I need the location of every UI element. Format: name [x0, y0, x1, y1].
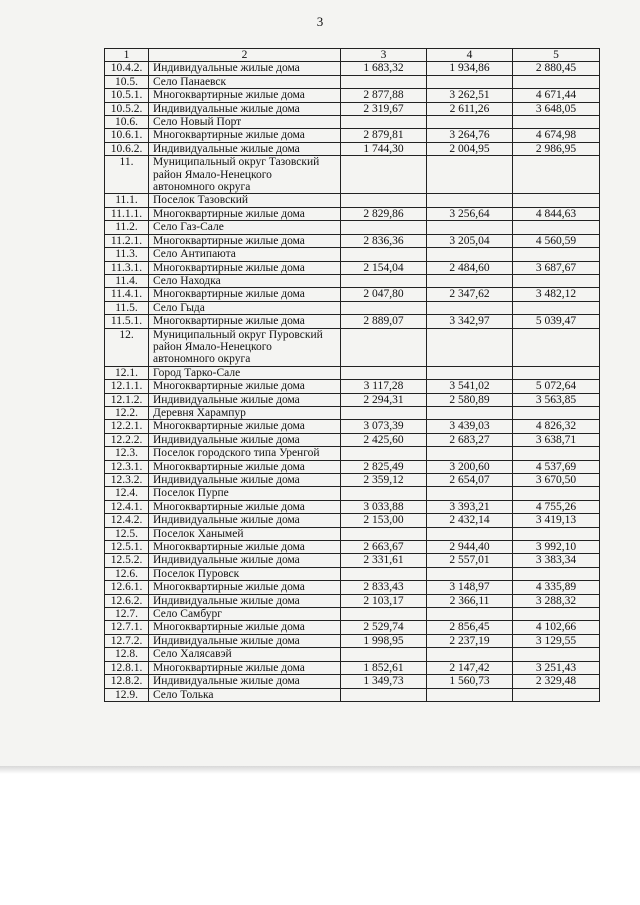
value-col3-cell: 2 836,36 [341, 234, 427, 247]
row-name-cell: Индивидуальные жилые дома [149, 142, 341, 155]
value-col3-cell: 2 833,43 [341, 581, 427, 594]
table-row [105, 554, 600, 567]
value-col5-cell [513, 328, 600, 366]
table-row [105, 274, 600, 287]
value-col4-cell: 3 256,64 [427, 207, 513, 220]
value-col4-cell: 2 237,19 [427, 634, 513, 647]
value-col3-cell: 2 877,88 [341, 89, 427, 102]
value-col5-cell: 3 419,13 [513, 514, 600, 527]
row-name-cell: Поселок городского типа Уренгой [149, 447, 341, 460]
table-row [105, 460, 600, 473]
value-col4-cell [427, 221, 513, 234]
value-col3-cell: 1 744,30 [341, 142, 427, 155]
value-col4-cell: 2 944,40 [427, 541, 513, 554]
table-row [105, 541, 600, 554]
row-name-cell: Многоквартирные жилые дома [149, 380, 341, 393]
row-number-cell: 12.5.2. [105, 554, 149, 567]
value-col4-cell: 3 439,03 [427, 420, 513, 433]
value-col5-cell [513, 688, 600, 701]
value-col5-cell [513, 248, 600, 261]
value-col4-cell [427, 527, 513, 540]
value-col3-cell: 2 294,31 [341, 393, 427, 406]
row-number-cell: 11.2. [105, 221, 149, 234]
value-col3-cell: 2 047,80 [341, 288, 427, 301]
value-col4-cell: 1 934,86 [427, 62, 513, 75]
value-col3-cell [341, 248, 427, 261]
value-col4-cell: 2 580,89 [427, 393, 513, 406]
value-col4-cell: 2 347,62 [427, 288, 513, 301]
row-name-cell: Село Халясавэй [149, 648, 341, 661]
row-number-cell: 12.2. [105, 406, 149, 419]
row-number-cell: 11.5. [105, 301, 149, 314]
row-number-cell: 10.5.1. [105, 89, 149, 102]
value-col5-cell [513, 567, 600, 580]
value-col4-cell [427, 274, 513, 287]
value-col3-cell: 2 331,61 [341, 554, 427, 567]
value-col4-cell: 2 004,95 [427, 142, 513, 155]
table-row [105, 62, 600, 75]
row-number-cell: 10.6. [105, 116, 149, 129]
value-col5-cell [513, 447, 600, 460]
row-name-cell: Многоквартирные жилые дома [149, 581, 341, 594]
row-name-cell: Многоквартирные жилые дома [149, 541, 341, 554]
row-name-cell: Поселок Пурпе [149, 487, 341, 500]
row-name-cell: Индивидуальные жилые дома [149, 675, 341, 688]
value-col4-cell: 3 205,04 [427, 234, 513, 247]
value-col3-cell: 2 359,12 [341, 474, 427, 487]
value-col3-cell: 2 425,60 [341, 433, 427, 446]
value-col5-cell: 3 992,10 [513, 541, 600, 554]
value-col3-cell: 2 663,67 [341, 541, 427, 554]
row-name-cell: Индивидуальные жилые дома [149, 474, 341, 487]
value-col4-cell: 2 611,26 [427, 102, 513, 115]
value-col5-cell: 4 102,66 [513, 621, 600, 634]
value-col5-cell [513, 406, 600, 419]
row-number-cell: 12.2.1. [105, 420, 149, 433]
value-col3-cell: 1 349,73 [341, 675, 427, 688]
table-row [105, 89, 600, 102]
value-col4-cell: 3 342,97 [427, 315, 513, 328]
value-col4-cell [427, 156, 513, 194]
row-number-cell: 10.4.2. [105, 62, 149, 75]
row-name-cell: Село Газ-Сале [149, 221, 341, 234]
table-row [105, 380, 600, 393]
table-row [105, 487, 600, 500]
value-col5-cell: 3 482,12 [513, 288, 600, 301]
row-number-cell: 12.7.1. [105, 621, 149, 634]
row-number-cell: 11.4.1. [105, 288, 149, 301]
value-col3-cell: 1 852,61 [341, 661, 427, 674]
value-col4-cell [427, 648, 513, 661]
row-number-cell: 11. [105, 156, 149, 194]
table-row [105, 527, 600, 540]
page-edge-shadow [0, 766, 640, 774]
value-col5-cell [513, 194, 600, 207]
row-number-cell: 12.1. [105, 366, 149, 379]
header-cell-3: 3 [341, 49, 427, 62]
row-number-cell: 12.8.2. [105, 675, 149, 688]
row-number-cell: 10.6.1. [105, 129, 149, 142]
value-col4-cell [427, 116, 513, 129]
row-name-cell: Индивидуальные жилые дома [149, 393, 341, 406]
value-col5-cell: 3 129,55 [513, 634, 600, 647]
row-name-cell: Индивидуальные жилые дома [149, 634, 341, 647]
table-row [105, 301, 600, 314]
value-col5-cell: 3 687,67 [513, 261, 600, 274]
header-cell-4: 4 [427, 49, 513, 62]
row-number-cell: 10.6.2. [105, 142, 149, 155]
table-row [105, 366, 600, 379]
row-number-cell: 11.1. [105, 194, 149, 207]
row-name-cell: Многоквартирные жилые дома [149, 315, 341, 328]
value-col5-cell [513, 75, 600, 88]
value-col4-cell: 3 541,02 [427, 380, 513, 393]
value-col5-cell [513, 366, 600, 379]
value-col4-cell: 3 262,51 [427, 89, 513, 102]
value-col4-cell: 3 393,21 [427, 500, 513, 513]
value-col5-cell: 2 986,95 [513, 142, 600, 155]
row-number-cell: 12.8.1. [105, 661, 149, 674]
value-col3-cell: 2 103,17 [341, 594, 427, 607]
value-col5-cell: 4 844,63 [513, 207, 600, 220]
value-col3-cell [341, 527, 427, 540]
row-number-cell: 12.4.2. [105, 514, 149, 527]
row-number-cell: 11.5.1. [105, 315, 149, 328]
value-col5-cell: 4 537,69 [513, 460, 600, 473]
table-row [105, 447, 600, 460]
row-name-cell: Муниципальный округ Пуровский район Ямало-Ненецкого автономного округа [149, 328, 341, 366]
value-col5-cell: 4 755,26 [513, 500, 600, 513]
value-col5-cell: 4 671,44 [513, 89, 600, 102]
value-col4-cell [427, 366, 513, 379]
value-col4-cell [427, 328, 513, 366]
value-col5-cell [513, 608, 600, 621]
tariff-table [104, 48, 600, 702]
value-col3-cell: 2 879,81 [341, 129, 427, 142]
table-row [105, 675, 600, 688]
value-col3-cell: 2 889,07 [341, 315, 427, 328]
value-col4-cell: 2 654,07 [427, 474, 513, 487]
table-row [105, 207, 600, 220]
value-col3-cell [341, 366, 427, 379]
value-col4-cell: 3 200,60 [427, 460, 513, 473]
header-cell-2: 2 [149, 49, 341, 62]
value-col4-cell: 2 147,42 [427, 661, 513, 674]
value-col3-cell [341, 194, 427, 207]
value-col3-cell [341, 274, 427, 287]
value-col4-cell: 2 484,60 [427, 261, 513, 274]
row-name-cell: Многоквартирные жилые дома [149, 261, 341, 274]
table-row [105, 261, 600, 274]
table-row [105, 406, 600, 419]
value-col5-cell [513, 487, 600, 500]
row-name-cell: Поселок Пуровск [149, 567, 341, 580]
table-row [105, 634, 600, 647]
table-row [105, 594, 600, 607]
value-col4-cell: 3 264,76 [427, 129, 513, 142]
table-row [105, 688, 600, 701]
table-row [105, 420, 600, 433]
value-col3-cell [341, 487, 427, 500]
value-col5-cell: 3 288,32 [513, 594, 600, 607]
value-col4-cell: 2 366,11 [427, 594, 513, 607]
table-row [105, 194, 600, 207]
table-row [105, 129, 600, 142]
row-number-cell: 11.4. [105, 274, 149, 287]
row-number-cell: 12.2.2. [105, 433, 149, 446]
row-name-cell: Поселок Ханымей [149, 527, 341, 540]
row-name-cell: Село Самбург [149, 608, 341, 621]
value-col5-cell [513, 301, 600, 314]
row-name-cell: Многоквартирные жилые дома [149, 207, 341, 220]
value-col3-cell: 2 829,86 [341, 207, 427, 220]
table-row [105, 75, 600, 88]
value-col3-cell: 2 529,74 [341, 621, 427, 634]
table-row [105, 433, 600, 446]
value-col5-cell: 4 560,59 [513, 234, 600, 247]
value-col3-cell: 3 073,39 [341, 420, 427, 433]
value-col3-cell [341, 567, 427, 580]
row-name-cell: Многоквартирные жилые дома [149, 234, 341, 247]
value-col3-cell [341, 406, 427, 419]
value-col4-cell [427, 301, 513, 314]
row-number-cell: 12.4.1. [105, 500, 149, 513]
value-col5-cell: 2 880,45 [513, 62, 600, 75]
row-name-cell: Многоквартирные жилые дома [149, 460, 341, 473]
row-name-cell: Село Гыда [149, 301, 341, 314]
table-header-row [105, 49, 600, 62]
value-col4-cell [427, 567, 513, 580]
value-col3-cell [341, 156, 427, 194]
table-row [105, 621, 600, 634]
row-name-cell: Село Толька [149, 688, 341, 701]
row-number-cell: 12.4. [105, 487, 149, 500]
row-number-cell: 12. [105, 328, 149, 366]
value-col5-cell: 3 383,34 [513, 554, 600, 567]
row-name-cell: Многоквартирные жилые дома [149, 89, 341, 102]
value-col3-cell [341, 221, 427, 234]
header-cell-1: 1 [105, 49, 149, 62]
row-number-cell: 12.1.1. [105, 380, 149, 393]
row-number-cell: 12.6.1. [105, 581, 149, 594]
value-col4-cell [427, 447, 513, 460]
row-name-cell: Деревня Харампур [149, 406, 341, 419]
table-row [105, 102, 600, 115]
value-col4-cell [427, 406, 513, 419]
table-row [105, 474, 600, 487]
value-col4-cell: 2 557,01 [427, 554, 513, 567]
value-col4-cell [427, 688, 513, 701]
row-number-cell: 12.3. [105, 447, 149, 460]
row-number-cell: 11.2.1. [105, 234, 149, 247]
value-col3-cell: 2 825,49 [341, 460, 427, 473]
value-col3-cell: 2 153,00 [341, 514, 427, 527]
row-number-cell: 11.1.1. [105, 207, 149, 220]
row-number-cell: 12.6.2. [105, 594, 149, 607]
row-name-cell: Село Новый Порт [149, 116, 341, 129]
row-name-cell: Село Панаевск [149, 75, 341, 88]
row-number-cell: 12.1.2. [105, 393, 149, 406]
table-row [105, 328, 600, 366]
value-col4-cell [427, 248, 513, 261]
row-number-cell: 12.9. [105, 688, 149, 701]
value-col4-cell [427, 487, 513, 500]
value-col3-cell: 2 319,67 [341, 102, 427, 115]
value-col5-cell: 3 563,85 [513, 393, 600, 406]
value-col3-cell: 3 033,88 [341, 500, 427, 513]
value-col5-cell [513, 116, 600, 129]
row-number-cell: 10.5.2. [105, 102, 149, 115]
value-col5-cell: 4 826,32 [513, 420, 600, 433]
row-number-cell: 12.3.1. [105, 460, 149, 473]
row-number-cell: 12.6. [105, 567, 149, 580]
value-col5-cell: 4 674,98 [513, 129, 600, 142]
row-number-cell: 11.3.1. [105, 261, 149, 274]
table-row [105, 648, 600, 661]
value-col3-cell [341, 447, 427, 460]
value-col3-cell [341, 301, 427, 314]
row-name-cell: Индивидуальные жилые дома [149, 594, 341, 607]
row-name-cell: Многоквартирные жилые дома [149, 661, 341, 674]
value-col5-cell: 3 670,50 [513, 474, 600, 487]
value-col3-cell: 1 998,95 [341, 634, 427, 647]
value-col3-cell [341, 648, 427, 661]
table-row [105, 608, 600, 621]
value-col3-cell [341, 116, 427, 129]
table-row [105, 581, 600, 594]
row-name-cell: Индивидуальные жилые дома [149, 62, 341, 75]
row-number-cell: 12.7.2. [105, 634, 149, 647]
value-col5-cell [513, 527, 600, 540]
value-col4-cell [427, 608, 513, 621]
table-row [105, 500, 600, 513]
row-number-cell: 12.8. [105, 648, 149, 661]
value-col5-cell: 5 072,64 [513, 380, 600, 393]
row-name-cell: Индивидуальные жилые дома [149, 102, 341, 115]
value-col5-cell [513, 221, 600, 234]
value-col5-cell [513, 274, 600, 287]
row-name-cell: Поселок Тазовский [149, 194, 341, 207]
row-name-cell: Многоквартирные жилые дома [149, 621, 341, 634]
value-col4-cell: 2 432,14 [427, 514, 513, 527]
value-col3-cell [341, 688, 427, 701]
value-col3-cell: 1 683,32 [341, 62, 427, 75]
row-name-cell: Индивидуальные жилые дома [149, 514, 341, 527]
value-col3-cell: 3 117,28 [341, 380, 427, 393]
value-col5-cell [513, 156, 600, 194]
value-col5-cell: 4 335,89 [513, 581, 600, 594]
value-col5-cell: 3 251,43 [513, 661, 600, 674]
value-col4-cell [427, 194, 513, 207]
row-number-cell: 12.3.2. [105, 474, 149, 487]
value-col5-cell: 5 039,47 [513, 315, 600, 328]
table-row [105, 393, 600, 406]
value-col3-cell [341, 75, 427, 88]
row-number-cell: 10.5. [105, 75, 149, 88]
table-row [105, 116, 600, 129]
row-name-cell: Индивидуальные жилые дома [149, 433, 341, 446]
value-col4-cell: 3 148,97 [427, 581, 513, 594]
table-row [105, 221, 600, 234]
row-number-cell: 11.3. [105, 248, 149, 261]
value-col4-cell: 2 856,45 [427, 621, 513, 634]
page-number: 3 [316, 14, 324, 29]
value-col4-cell: 1 560,73 [427, 675, 513, 688]
value-col3-cell [341, 328, 427, 366]
value-col4-cell [427, 75, 513, 88]
row-name-cell: Многоквартирные жилые дома [149, 129, 341, 142]
value-col4-cell: 2 683,27 [427, 433, 513, 446]
value-col5-cell: 3 638,71 [513, 433, 600, 446]
row-name-cell: Многоквартирные жилые дома [149, 288, 341, 301]
table-row [105, 567, 600, 580]
table-row [105, 288, 600, 301]
row-name-cell: Муниципальный округ Тазовский район Ямало-Ненецкого автономного округа [149, 156, 341, 194]
row-name-cell: Многоквартирные жилые дома [149, 420, 341, 433]
row-number-cell: 12.5.1. [105, 541, 149, 554]
row-name-cell: Индивидуальные жилые дома [149, 554, 341, 567]
value-col5-cell: 3 648,05 [513, 102, 600, 115]
value-col5-cell: 2 329,48 [513, 675, 600, 688]
table-row [105, 142, 600, 155]
row-number-cell: 12.7. [105, 608, 149, 621]
table-row [105, 234, 600, 247]
value-col3-cell: 2 154,04 [341, 261, 427, 274]
row-name-cell: Село Антипаюта [149, 248, 341, 261]
value-col3-cell [341, 608, 427, 621]
row-name-cell: Село Находка [149, 274, 341, 287]
row-name-cell: Город Тарко-Сале [149, 366, 341, 379]
row-number-cell: 12.5. [105, 527, 149, 540]
value-col5-cell [513, 648, 600, 661]
table-row [105, 661, 600, 674]
table-row [105, 248, 600, 261]
table-row [105, 315, 600, 328]
table-row [105, 156, 600, 194]
row-name-cell: Многоквартирные жилые дома [149, 500, 341, 513]
header-cell-5: 5 [513, 49, 600, 62]
table-row [105, 514, 600, 527]
